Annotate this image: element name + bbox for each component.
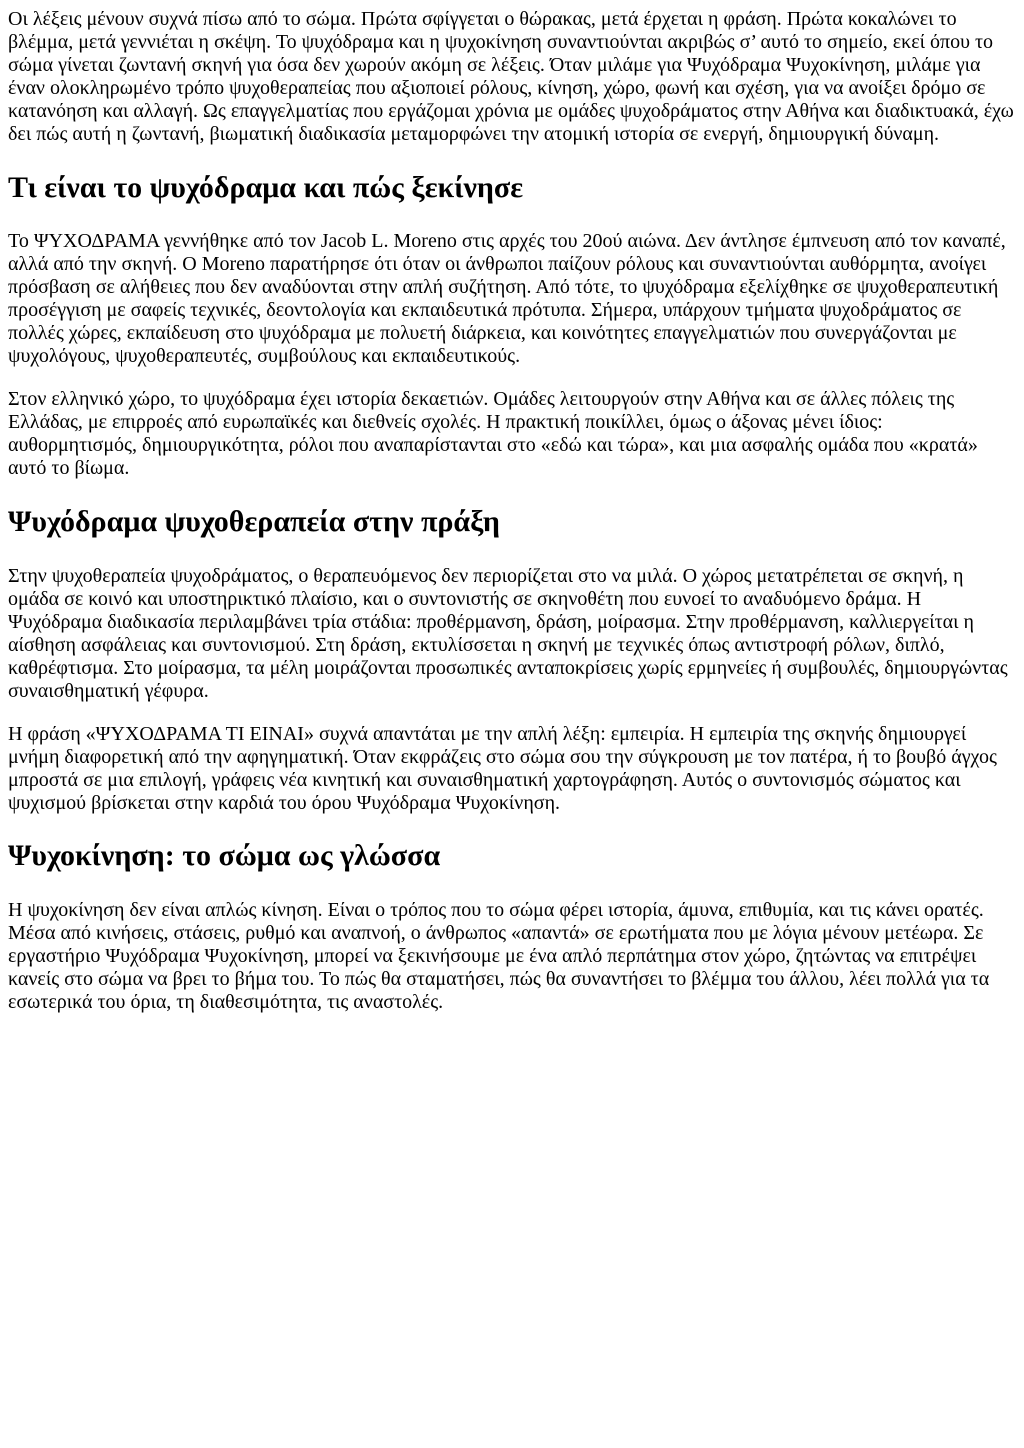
paragraph: Στον ελληνικό χώρο, το ψυχόδραμα έχει ιστορία δεκαετιών. Ομάδες λειτουργούν στην Αθήνα και σε άλλες πόλεις της Ελλάδας, με επιρροές από ευρωπαϊκές και διεθνείς σχολές. Η πρακτική ποικίλλει, όμως ο άξονας μένει ίδιος: αυθορμητισμός, δημιουργικότητα, ρόλοι που αναπαρίστανται στο «εδώ και τώρα», και μια ασφαλής ομάδα που «κρατά» αυτό το βίωμα.: [8, 388, 978, 480]
section-psychodrama-in-practice: [8, 505, 1016, 814]
paragraph: Στην ψυχοθεραπεία ψυχοδράματος, ο θεραπευόμενος δεν περιορίζεται στο να μιλά. Ο χώρος μετατρέπεται σε σκηνή, η ομάδα σε κοινό και υποστηρικτικό πλαίσιο, και ο συντονιστής σε σκηνοθέτη που ευνοεί το αναδυόμενο δράμα. Η Ψυχόδραμα διαδικασία περιλαμβάνει τρία στάδια: προθέρμανση, δράση, μοίρασμα. Στην προθέρμανση, καλλιεργείται η αίσθηση ασφάλειας και συντονισμού. Στη δράση, εκτυλίσσεται η σκηνή με τεχνικές όπως αντιστροφή ρόλων, διπλό, καθρέφτισμα. Στο μοίρασμα, τα μέλη μοιράζονται προσωπικές ανταποκρίσεις χωρίς ερμηνείες ή συμβουλές, δημιουργώντας συναισθηματική γέφυρα.: [8, 564, 1008, 702]
paragraph: Το ΨΥΧΟΔΡΑΜΑ γεννήθηκε από τον Jacob L. Moreno στις αρχές του 20ού αιώνα. Δεν άντλησε έμπνευση από τον καναπέ, αλλά από την σκηνή. Ο Moreno παρατήρησε ότι όταν οι άνθρωποι παίζουν ρόλους και συναντιούνται αυθόρμητα, ανοίγει πρόσβαση σε αλήθειες που δεν αναδύονται στην απλή συζήτηση. Από τότε, το ψυχόδραμα εξελίχθηκε σε ψυχοθεραπευτική προσέγγιση με σαφείς τεχνικές, δεοντολογία και εκπαιδευτικά πρότυπα. Σήμερα, υπάρχουν τμήματα ψυχοδράματος σε πολλές χώρες, εκπαίδευση στο ψυχόδραμα με πολυετή διάρκεια, και κοινότητες επαγγελματιών που συνεργάζονται με ψυχολόγους, ψυχοθεραπευτές, συμβούλους και εκπαιδευτικούς.: [8, 230, 1006, 368]
section-heading-what-is-psychodrama: Τι είναι το ψυχόδραμα και πώς ξεκίνησε: [8, 170, 524, 204]
section-psychokinesis-body-as-language: [8, 839, 1016, 1013]
section-heading-psychodrama-in-practice: Ψυχόδραμα ψυχοθεραπεία στην πράξη: [8, 505, 500, 539]
article: [8, 8, 1016, 1014]
section-what-is-psychodrama: [8, 171, 1016, 480]
section-heading-psychokinesis-body-as-language: Ψυχοκίνηση: το σώμα ως γλώσσα: [8, 839, 441, 873]
intro-paragraph: Οι λέξεις μένουν συχνά πίσω από το σώμα. Πρώτα σφίγγεται ο θώρακας, μετά έρχεται η φράση. Πρώτα κοκαλώνει το βλέμμα, μετά γεννιέται η σκέψη. Το ψυχόδραμα και η ψυχοκίνηση συναντιούνται ακριβώς σ’ αυτό το σημείο, εκεί όπου το σώμα γίνεται ζωντανή σκηνή για όσα δεν χωρούν ακόμη σε λέξεις. Όταν μιλάμε για Ψυχόδραμα Ψυχοκίνηση, μιλάμε για έναν ολοκληρωμένο τρόπο ψυχοθεραπείας που αξιοποιεί ρόλους, κίνηση, χώρο, φωνή και σχέση, για να ανοίξει δρόμο σε κατανόηση και αλλαγή. Ως επαγγελματίας που εργάζομαι χρόνια με ομάδες ψυχοδράματος στην Αθήνα και διαδικτυακά, έχω δει πώς αυτή η ζωντανή, βιωματική διαδικασία μεταμορφώνει την ατομική ιστορία σε ενεργή, δημιουργική δύναμη.: [8, 8, 1014, 145]
paragraph: Η ψυχοκίνηση δεν είναι απλώς κίνηση. Είναι ο τρόπος που το σώμα φέρει ιστορία, άμυνα, επιθυμία, και τις κάνει ορατές. Μέσα από κινήσεις, στάσεις, ρυθμό και αναπνοή, ο άνθρωπος «απαντά» σε ερωτήματα που με λόγια μένουν μετέωρα. Σε εργαστήριο Ψυχόδραμα Ψυχοκίνηση, μπορεί να ξεκινήσουμε με ένα απλό περπάτημα στον χώρο, ζητώντας να επιτρέψει κανείς στο σώμα να βρει το βήμα του. Το πώς θα σταματήσει, πώς θα συναντήσει το βλέμμα του άλλου, λέει πολλά για τα εσωτερικά του όρια, τη διαθεσιμότητα, τις αναστολές.: [8, 898, 990, 1013]
document-page: [8, 8, 1016, 1440]
paragraph: Η φράση «ΨΥΧΟΔΡΑΜΑ ΤΙ ΕΙΝΑΙ» συχνά απαντάται με την απλή λέξη: εμπειρία. Η εμπειρία της σκηνής δημιουργεί μνήμη διαφορετική από την αφηγηματική. Όταν εκφράζεις στο σώμα σου την σύγκρουση με τον πατέρα, ή το βουβό άγχος μπροστά σε μια επιλογή, γράφεις νέα κινητική και συναισθηματική χαρτογράφηση. Αυτός ο συντονισμός σώματος και ψυχισμού βρίσκεται στην καρδιά του όρου Ψυχόδραμα Ψυχοκίνηση.: [8, 722, 997, 814]
